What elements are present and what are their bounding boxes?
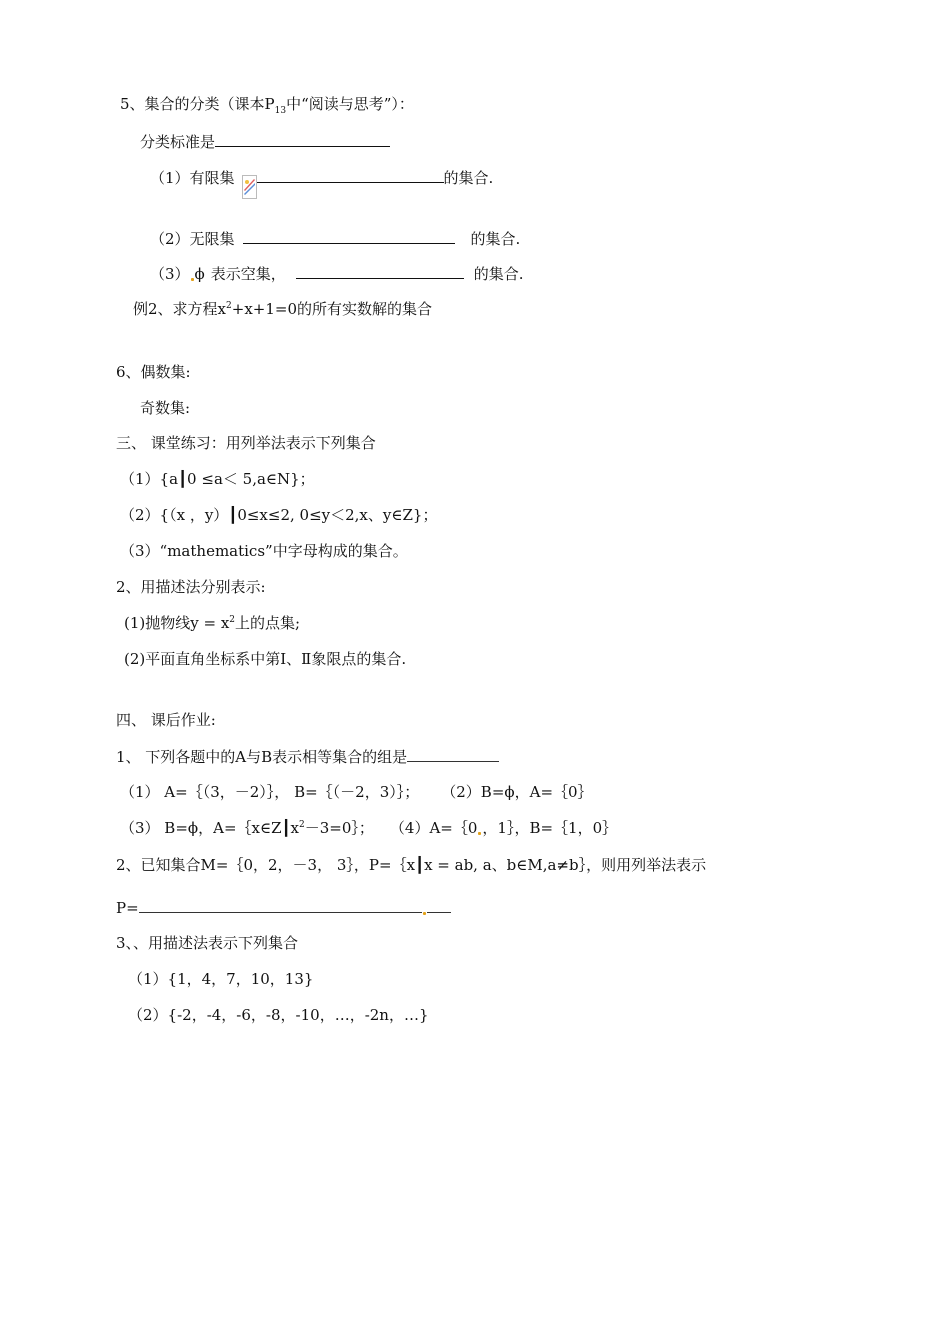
even-set: 6、偶数集: [116, 363, 191, 381]
blank-homework-2-tail [427, 897, 451, 913]
homework-1-options-a: （1） A=｛（3，－2）｝， B=｛（－2，3）｝； （2）B=ϕ，A=｛0｝ [120, 783, 593, 801]
finite-set-line: （1）有限集 的集合. [150, 169, 494, 187]
mark-dot [423, 912, 426, 915]
broken-image-icon [242, 175, 257, 199]
mark-dot [478, 832, 481, 835]
homework-1-options-b: （3） B=ϕ，$A=\{x\in Z┃x^2-3=0\}$； （4）A=｛0 ，1｝，B=｛1，0｝ [120, 819, 618, 837]
blank-homework-1 [407, 746, 499, 762]
homework-2-answer: P= [116, 897, 451, 918]
blank-homework-2 [139, 897, 422, 913]
section5-title: 5、集合的分类（课本$P_{13}$中“阅读与思考”）： [120, 95, 414, 116]
exercise-1: （1）{a┃0 ≤a＜ 5,a∈N}； [120, 470, 315, 488]
homework-2: 2、已知集合M=｛0，2，－3， 3｝，P=｛x┃x = ab, a、b∈M,a≠b｝，则用列举法表示 [116, 856, 707, 874]
homework-title: 四、 课后作业: [116, 711, 216, 729]
blank-infinite [243, 228, 455, 244]
exercise-3: （3）“mathematics”中字母构成的集合。 [120, 542, 408, 560]
class-exercise-title: 三、 课堂练习：用列举法表示下列集合 [116, 434, 376, 452]
describe-method-title: 2、用描述法分别表示: [116, 578, 266, 596]
homework-3-1: （1）{1，4，7，10，13} [128, 970, 314, 988]
example-2: 例2、求方程$x^2+x+1=0$的所有实数解的集合 [133, 300, 433, 318]
describe-2: (2)平面直角坐标系中第Ⅰ、Ⅱ象限点的集合. [124, 650, 407, 668]
homework-3-2: （2）{-2，-4，-6，-8，-10，…，-2n，…} [128, 1006, 429, 1024]
empty-set-line: （3） ϕ 表示空集， 的集合. [150, 265, 524, 283]
odd-set: 奇数集: [140, 399, 191, 417]
blank-criterion [215, 131, 390, 147]
exercise-2: （2）{（x ，y）┃0≤x≤2, 0≤y＜2,x、y∈Z}； [120, 506, 438, 524]
infinite-set-line: （2）无限集 的集合. [150, 230, 521, 248]
homework-3: 3、、用描述法表示下列集合 [116, 934, 299, 952]
blank-finite [251, 167, 444, 183]
classification-criterion: 分类标准是 [140, 131, 390, 152]
describe-1: (1)抛物线$y = x^2$上的点集; [124, 614, 301, 632]
mark-dot [191, 278, 194, 281]
blank-empty [296, 263, 464, 279]
homework-1: 1、 下列各题中的A与B表示相等集合的组是 [116, 746, 499, 767]
